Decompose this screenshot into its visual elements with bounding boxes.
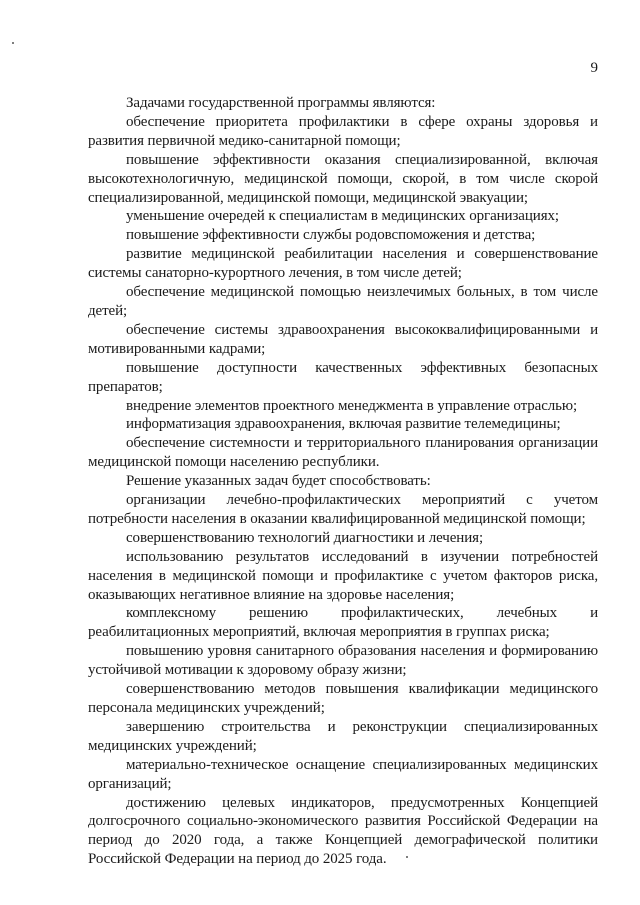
paragraph: повышение эффективности оказания специализированной, включая высокотехнологичную, медицинской помощи, скорой, в том числе скорой специализированной, медицинской помощи, медицинской эвакуации; [88, 151, 598, 206]
paragraph: обеспечение системности и территориального планирования организации медицинской помощи населению республики. [88, 435, 598, 471]
paragraph: повышение доступности качественных эффективных безопасных препаратов; [88, 359, 598, 395]
paragraph: достижению целевых индикаторов, предусмотренных Концепцией долгосрочного социально-экономического развития Российской Федерации на период до 2020 года, а также Концепцией демографической политики Российской Федерации на период до 2025 года. [88, 794, 598, 868]
paragraph: комплексному решению профилактических, лечебных и реабилитационных мероприятий, включая мероприятия в группах риска; [88, 605, 598, 641]
paragraph: использованию результатов исследований в изучении потребностей населения в медицинской помощи и профилактике с учетом факторов риска, оказывающих негативное влияние на здоровье населения; [88, 548, 598, 603]
paragraph: обеспечение системы здравоохранения высококвалифицированными и мотивированными кадрами; [88, 321, 598, 357]
paragraph: Решение указанных задач будет способствовать: [126, 473, 431, 490]
paragraph: информатизация здравоохранения, включая развитие телемедицины; [126, 416, 561, 433]
paragraph: повышение эффективности службы родовспоможения и детства; [126, 227, 536, 244]
page-number: 9 [590, 60, 598, 76]
paragraph: развитие медицинской реабилитации населения и совершенствование системы санаторно-курортного лечения, в том числе детей; [88, 246, 598, 282]
paragraph: обеспечение приоритета профилактики в сфере охраны здоровья и развития первичной медико-санитарной помощи; [88, 113, 598, 149]
paragraph: совершенствованию технологий диагностики и лечения; [126, 529, 484, 546]
paragraph: совершенствованию методов повышения квалификации медицинского персонала медицинских учреждений; [88, 681, 598, 716]
scan-dot [406, 856, 408, 858]
paragraph: обеспечение медицинской помощью неизлечимых больных, в том числе детей; [88, 284, 598, 319]
paragraph: повышению уровня санитарного образования населения и формированию устойчивой мотивации к здоровому образу жизни; [88, 643, 598, 679]
paragraph: организации лечебно-профилактических мероприятий с учетом потребности населения в оказании квалифицированной медицинской помощи; [88, 492, 598, 527]
paragraph: внедрение элементов проектного менеджмента в управление отраслью; [126, 397, 578, 414]
paragraph: завершению строительства и реконструкции специализированных медицинских учреждений; [88, 718, 598, 754]
document-body [88, 94, 598, 869]
paragraph: Задачами государственной программы являются: [126, 95, 436, 111]
paragraph: уменьшение очередей к специалистам в медицинских организациях; [126, 208, 559, 225]
scan-dot [12, 42, 14, 44]
paragraph: материально-техническое оснащение специализированных медицинских организаций; [88, 756, 598, 792]
